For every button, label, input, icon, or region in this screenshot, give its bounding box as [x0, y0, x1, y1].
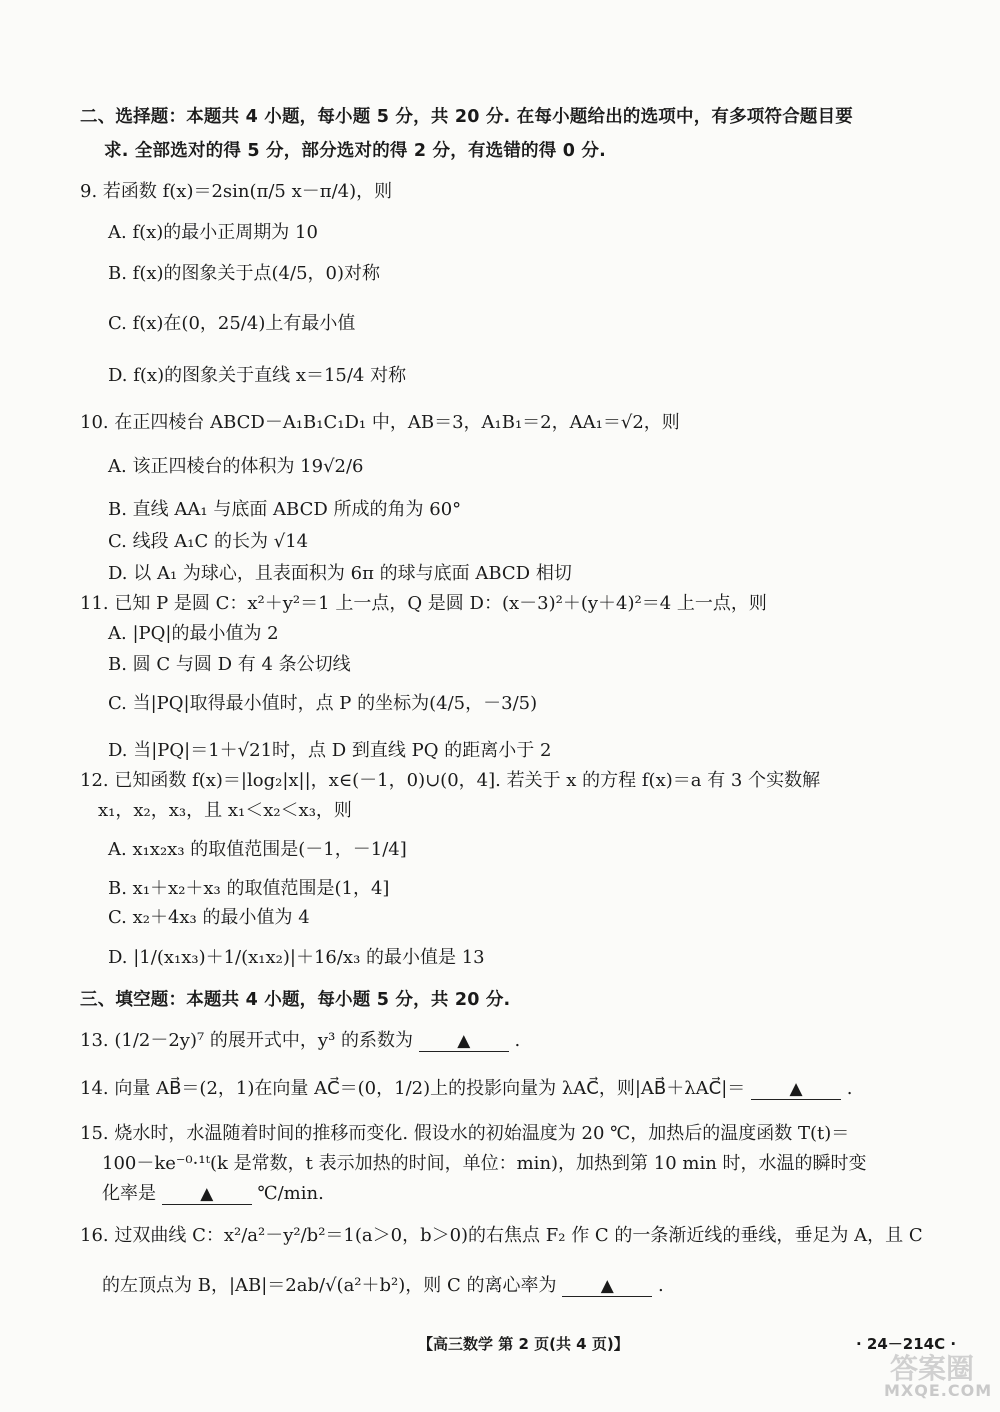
- watermark: [880, 1345, 993, 1405]
- q11-stem: 11. 已知 P 是圆 C：x²＋y²＝1 上一点，Q 是圆 D：(x－3)²＋(y＋4)²＝4 上一点，则: [80, 593, 767, 614]
- q13-end: .: [514, 1030, 521, 1051]
- q15-line3-post: ℃/min.: [257, 1183, 324, 1204]
- q16-line2-pre: 的左顶点为 B，|AB|＝2ab/√(a²＋b²)，则 C 的离心率为: [102, 1275, 557, 1296]
- watermark-text: MXQE.COM: [884, 1381, 993, 1400]
- q14-answer-blank[interactable]: [751, 1079, 841, 1100]
- q16-line2: [102, 1272, 664, 1300]
- q11-option-b: B. 圆 C 与圆 D 有 4 条公切线: [108, 654, 351, 675]
- q15-line3-pre: 化率是: [102, 1183, 156, 1204]
- q12-option-c: C. x₂＋4x₃ 的最小值为 4: [108, 907, 310, 928]
- q10-option-b: B. 直线 AA₁ 与底面 ABCD 所成的角为 60°: [108, 499, 462, 520]
- q12-stem-line2: x₁，x₂，x₃，且 x₁＜x₂＜x₃，则: [98, 800, 352, 821]
- section3-heading: 三、填空题：本题共 4 小题，每小题 5 分，共 20 分.: [80, 990, 511, 1010]
- q12-option-d: D. |1/(x₁x₃)＋1/(x₁x₂)|＋16/x₃ 的最小值是 13: [108, 947, 485, 968]
- q9-option-b: B. f(x)的图象关于点(4/5，0)对称: [108, 263, 380, 284]
- q12-stem-line1: 12. 已知函数 f(x)＝|log₂|x||，x∈(－1，0)∪(0，4]. 若关于 x 的方程 f(x)＝a 有 3 个实数解: [80, 770, 821, 791]
- q15-answer-blank[interactable]: [162, 1184, 252, 1205]
- q13-line: [80, 1027, 520, 1055]
- q13-text: 13. (1/2－2y)⁷ 的展开式中，y³ 的系数为: [80, 1030, 414, 1051]
- q16-line1: 16. 过双曲线 C：x²/a²－y²/b²＝1(a＞0，b＞0)的右焦点 F₂ 作 C 的一条渐近线的垂线，垂足为 A，且 C: [80, 1225, 923, 1246]
- q14-line: [80, 1075, 852, 1103]
- q14-end: .: [846, 1078, 853, 1099]
- q12-option-b: B. x₁＋x₂＋x₃ 的取值范围是(1，4]: [108, 878, 390, 899]
- q10-option-d: D. 以 A₁ 为球心，且表面积为 6π 的球与底面 ABCD 相切: [108, 563, 572, 584]
- page-footer: [0, 1333, 1000, 1357]
- footer-page-info: 【高三数学 第 2 页(共 4 页)】: [418, 1335, 629, 1353]
- q10-option-a: A. 该正四棱台的体积为 19√2/6: [108, 456, 364, 477]
- q11-option-d: D. 当|PQ|＝1＋√21时，点 D 到直线 PQ 的距离小于 2: [108, 740, 552, 761]
- q16-answer-blank[interactable]: [562, 1276, 652, 1297]
- q15-line2: 100－ke⁻⁰·¹ᵗ(k 是常数，t 表示加热的时间，单位：min)，加热到第 10 min 时，水温的瞬时变: [102, 1153, 867, 1174]
- triangle-icon: ▲: [200, 1184, 214, 1204]
- q15-line3: [102, 1180, 324, 1208]
- q16-line2-post: .: [657, 1275, 664, 1296]
- q9-option-d: D. f(x)的图象关于直线 x＝15/4 对称: [108, 365, 407, 386]
- q10-option-c: C. 线段 A₁C 的长为 √14: [108, 531, 309, 552]
- watermark-logo: 答案圈: [890, 1352, 975, 1385]
- triangle-icon: ▲: [789, 1079, 803, 1099]
- q9-stem: 9. 若函数 f(x)＝2sin(π/5 x－π/4)，则: [80, 181, 393, 202]
- section2-heading-line2: 求. 全部选对的得 5 分，部分选对的得 2 分，有选错的得 0 分.: [104, 141, 606, 161]
- triangle-icon: ▲: [600, 1276, 614, 1296]
- q14-text: 14. 向量 AB⃗＝(2，1)在向量 AC⃗＝(0，1/2)上的投影向量为 λAC⃗，则|AB⃗＋λAC⃗|＝: [80, 1078, 746, 1099]
- q9-option-a: A. f(x)的最小正周期为 10: [108, 222, 318, 243]
- footer-paper-code: · 24－214C ·: [856, 1335, 957, 1353]
- q12-option-a: A. x₁x₂x₃ 的取值范围是(－1，－1/4]: [108, 839, 407, 860]
- q10-stem: 10. 在正四棱台 ABCD－A₁B₁C₁D₁ 中，AB＝3，A₁B₁＝2，AA₁＝√2，则: [80, 412, 680, 433]
- q11-option-c: C. 当|PQ|取得最小值时，点 P 的坐标为(4/5，－3/5): [108, 693, 538, 714]
- q11-option-a: A. |PQ|的最小值为 2: [108, 623, 279, 644]
- q9-option-c: C. f(x)在(0，25/4)上有最小值: [108, 313, 356, 334]
- triangle-icon: ▲: [457, 1031, 471, 1051]
- q15-line1: 15. 烧水时，水温随着时间的推移而变化. 假设水的初始温度为 20 ℃，加热后的温度函数 T(t)＝: [80, 1123, 850, 1144]
- section2-heading-line1: 二、选择题：本题共 4 小题，每小题 5 分，共 20 分. 在每小题给出的选项中，有多项符合题目要: [80, 107, 853, 127]
- q13-answer-blank[interactable]: [419, 1031, 509, 1052]
